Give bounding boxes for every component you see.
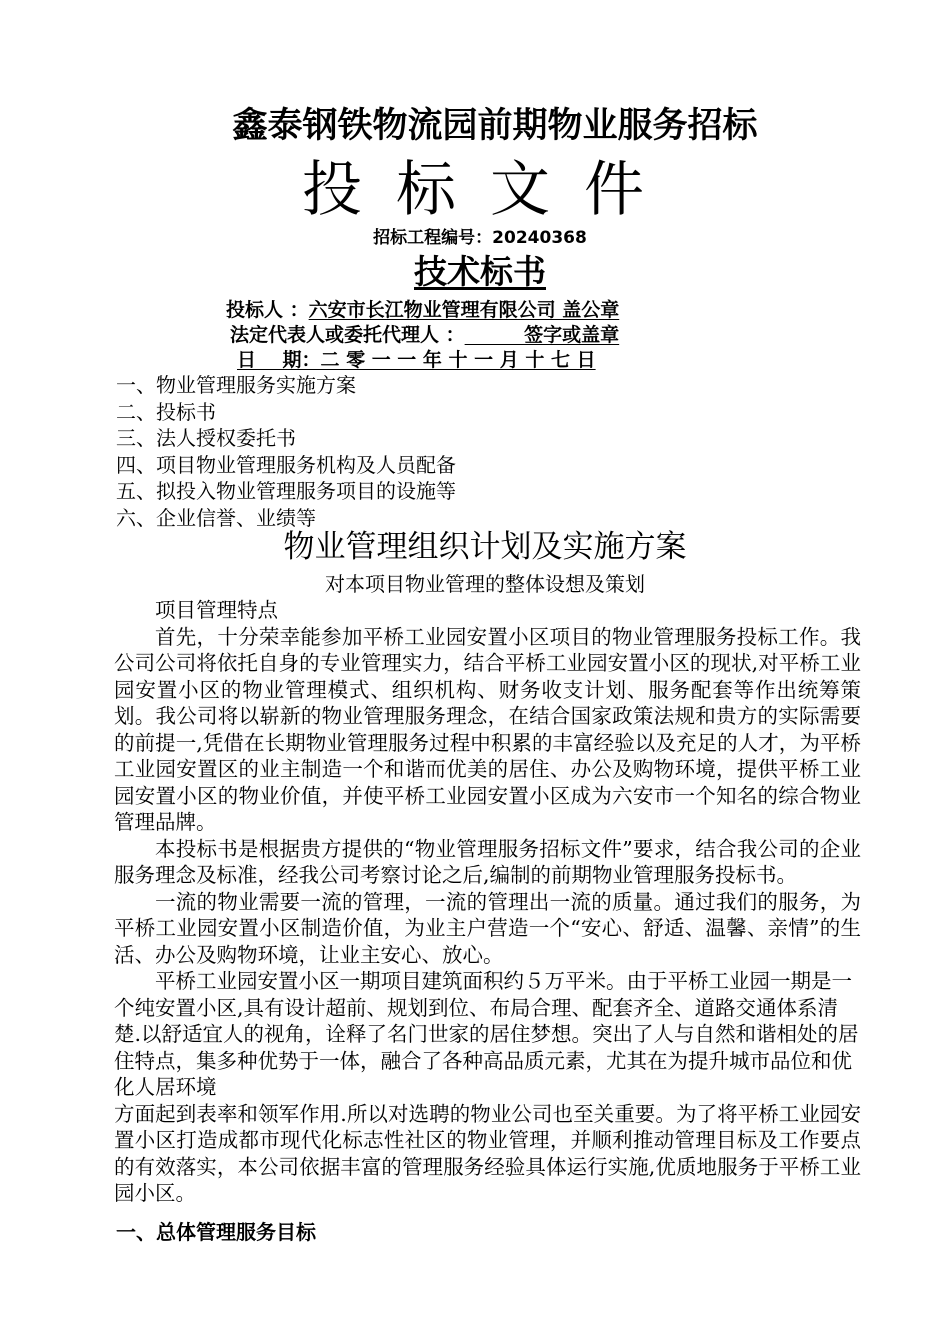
representative-label: 法定代表人或委托代理人 ： [230,324,465,346]
document-type-title: 投标文件 [302,155,678,225]
representative-line [230,322,619,348]
intro-line: 项目管理特点 [155,598,278,622]
bidder-line [226,297,619,323]
toc-item: 五、拟投入物业管理服务项目的设施等 [116,479,456,503]
toc-item: 四、项目物业管理服务机构及人员配备 [116,452,456,477]
representative-value: 签字或盖章 [464,324,620,346]
subsection-heading: 一、总体管理服务目标 [116,1220,316,1244]
paragraph: 一流的物业需要一流的管理，一流的管理出一流的质量。通过我们的服务，为平桥工业园安置小区制造价值，为业主户营造一个“安心、舒适、温馨、亲情”的生活、办公及购物环境，让业主安心、放心。 [114,889,861,967]
paragraph: 本投标书是根据贵方提供的“物业管理服务招标文件”要求，结合我公司的企业服务理念及标准，经我公司考察讨论之后,编制的前期物业管理服务投标书。 [114,836,861,887]
toc-item: 二、投标书 [116,399,216,424]
bidder-label: 投标人 ： [226,299,309,321]
bidder-value: 六安市长江物业管理有限公司 盖公章 [308,299,620,321]
date-value: 日 期：二 零 一 一 年 十 一 月 十 七 日 [237,349,596,371]
tech-bid-title-text: 技术标书 [414,252,546,291]
tech-bid-title [0,251,950,293]
paragraph: 方面起到表率和领军作用.所以对选聘的物业公司也至关重要。为了将平桥工业园安置小区打造成都市现代化标志性社区的物业管理，并顺利推动管理目标及工作要点的有效落实，本公司依据丰富的管理服务经验具体运行实施,优质地服务于平桥工业园小区。 [114,1101,861,1205]
project-number: 招标工程编号：20240368 [373,228,587,248]
section-body [114,597,861,1207]
paragraph: 平桥工业园安置小区一期项目建筑面积约５万平米。由于平桥工业园一期是一个纯安置小区,具有设计超前、规划到位、布局合理、配套齐全、道路交通体系清楚.以舒适宜人的视角，诠释了名门世家的居住梦想。突出了人与自然和谐相处的居住特点，集多种优势于一体，融合了各种高品质元素，尤其在为提升城市品位和优化人居环境 [114,969,859,1099]
date-line [237,347,596,373]
section-subheading: 对本项目物业管理的整体设想及策划 [325,572,645,596]
section-heading: 物业管理组织计划及实施方案 [283,529,687,565]
paragraph: 首先，十分荣幸能参加平桥工业园安置小区项目的物业管理服务投标工作。我公司公司将依托自身的专业管理实力，结合平桥工业园安置小区的现状,对平桥工业园安置小区的物业管理模式、组织机构、财务收支计划、服务配套等作出统筹策划。我公司将以崭新的物业管理服务理念，在结合国家政策法规和贵方的实际需要的前提一,凭借在长期物业管理服务过程中积累的丰富经验以及充足的人才，为平桥工业园安置区的业主制造一个和谐而优美的居住、办公及购物环境，提供平桥工业园安置小区的物业价值，并使平桥工业园安置小区成为六安市一个知名的综合物业管理品牌。 [114,624,861,834]
table-of-contents [116,372,456,531]
toc-item: 六、企业信誉、业绩等 [116,505,316,530]
document-title: 鑫泰钢铁物流园前期物业服务招标 [232,106,758,146]
toc-item: 一、物业管理服务实施方案 [116,373,356,397]
toc-item: 三、法人授权委托书 [116,426,296,450]
